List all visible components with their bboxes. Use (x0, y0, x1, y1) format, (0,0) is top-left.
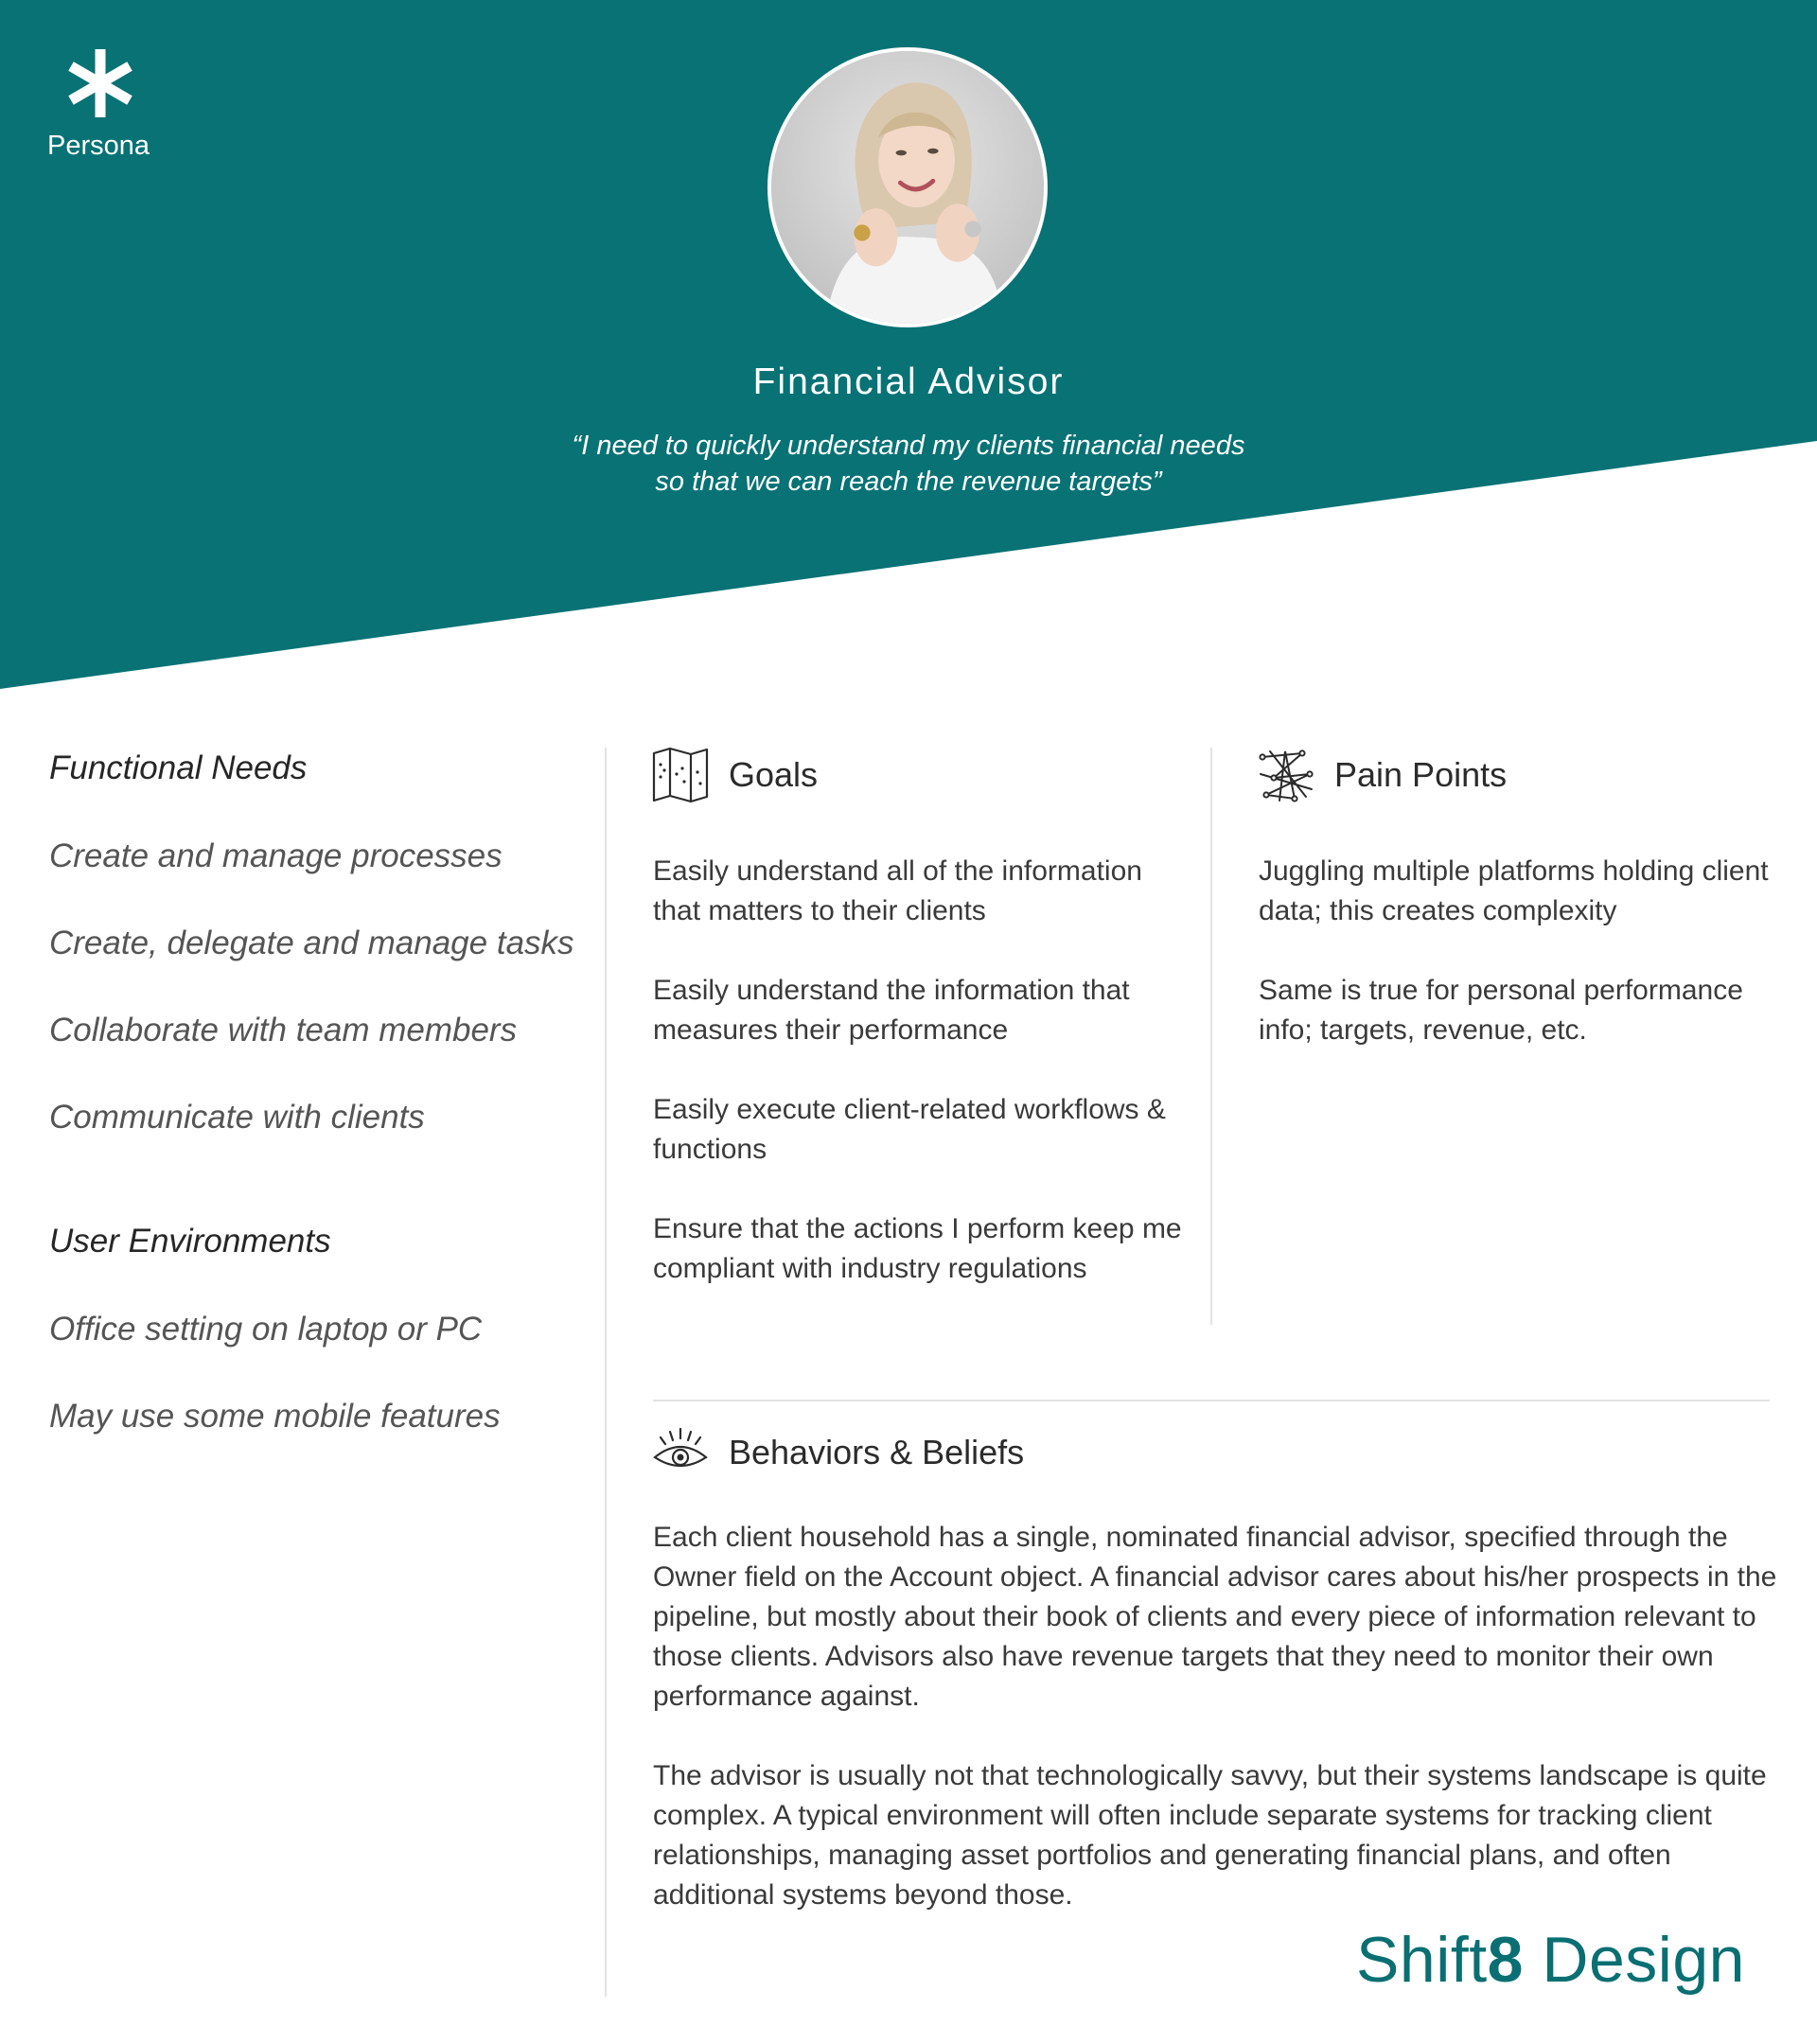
user-environments-heading: User Environments (49, 1223, 331, 1260)
pain-point-item: Juggling multiple platforms holding client data; this creates complexity (1259, 855, 1769, 926)
user-environment-item: Office setting on laptop or PC (49, 1311, 483, 1348)
footer-logo-number: 8 (1487, 1924, 1524, 1996)
pain-point-item: Same is true for personal performance info; targets, revenue, etc. (1259, 975, 1743, 1046)
functional-need-item: Collaborate with team members (49, 1012, 518, 1048)
tangled-network-icon (1257, 746, 1315, 804)
behaviors-text (653, 1518, 1779, 1955)
section-divider (653, 1400, 1770, 1401)
goal-item: Easily understand the information that measures their performance (653, 975, 1130, 1046)
quote-line: so that we can reach the revenue targets” (655, 467, 1162, 497)
pain-points-title: Pain Points (1334, 755, 1508, 794)
footer-logo-text: Design (1523, 1924, 1745, 1996)
eye-icon (651, 1423, 710, 1482)
goals-title: Goals (729, 755, 819, 794)
behaviors-paragraph: The advisor is usually not that technologically savvy, but their systems landscape is quite complex. A typical environment will often include separate systems for tracking client relationships, managing asset portfolios and generating financial plans, and often additional systems beyond those. (653, 1760, 1767, 1911)
user-environment-item: May use some mobile features (49, 1398, 501, 1435)
behaviors-title: Behaviors & Beliefs (729, 1433, 1025, 1471)
footer-logo-text: Shift (1356, 1924, 1488, 1996)
behaviors-paragraph: Each client household has a single, nominated financial advisor, specified through the Owner field on the Account object. A financial advisor cares about his/her prospects in the pipeline, but mostly about their book of clients and every piece of information relevant to those clients. Advisors also have revenue targets that they need to monitor their own performance against. (653, 1522, 1777, 1712)
goals-list (653, 852, 1183, 1329)
persona-photo (771, 51, 1044, 324)
avatar (767, 47, 1048, 327)
quote-line: “I need to quickly understand my clients financial needs (572, 431, 1245, 461)
pain-points-list (1259, 852, 1789, 1090)
persona-label: Persona (47, 131, 150, 161)
goal-item: Easily understand all of the information that matters to their clients (653, 855, 1142, 926)
functional-need-item: Communicate with clients (49, 1099, 425, 1136)
left-column (49, 748, 579, 1482)
footer-logo (1356, 1923, 1745, 1997)
behaviors-header (651, 1423, 1024, 1482)
goal-item: Easily execute client-related workflows & functions (653, 1094, 1166, 1165)
goal-item: Ensure that the actions I perform keep me compliant with industry regulations (653, 1213, 1182, 1284)
pain-points-header (1257, 746, 1507, 804)
goals-header (651, 746, 818, 804)
column-divider (605, 748, 607, 1997)
functional-need-item: Create and manage processes (49, 837, 503, 874)
functional-need-item: Create, delegate and manage tasks (49, 925, 574, 961)
persona-quote (435, 428, 1382, 500)
persona-title: Financial Advisor (752, 361, 1065, 402)
functional-needs-heading: Functional Needs (49, 749, 308, 786)
asterisk-icon (62, 45, 138, 121)
map-icon (651, 746, 710, 804)
column-divider (1210, 748, 1212, 1325)
